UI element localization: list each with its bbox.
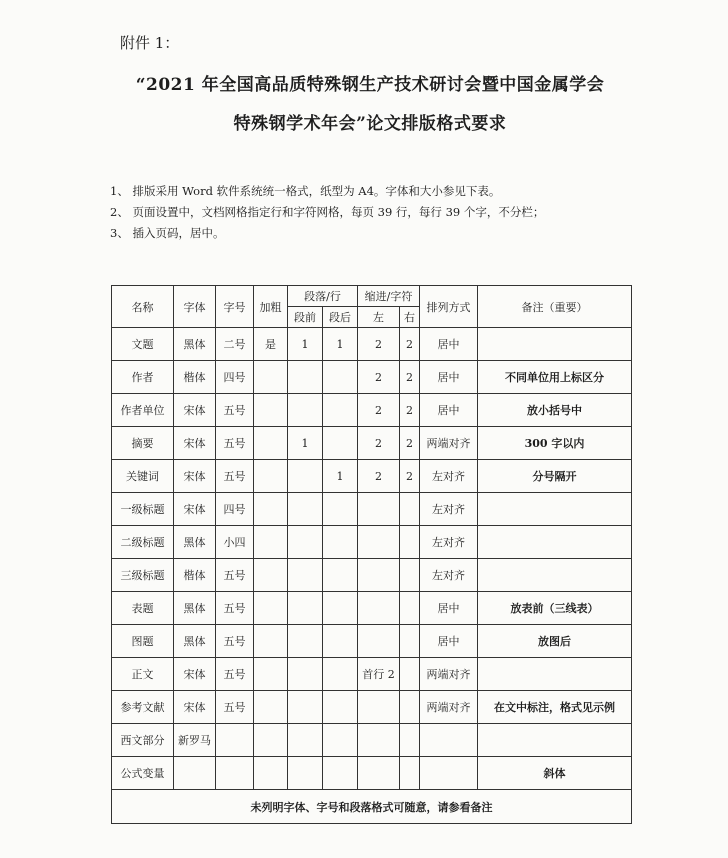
table-cell: 公式变量 bbox=[112, 757, 174, 790]
header-indent: 缩进/字符 bbox=[358, 286, 420, 307]
header-bold: 加粗 bbox=[254, 286, 288, 328]
table-row bbox=[112, 328, 632, 361]
title-line-2: 特殊钢学术年会”论文排版格式要求 bbox=[233, 114, 507, 134]
table-row bbox=[112, 724, 632, 757]
table-cell bbox=[288, 592, 323, 625]
table-cell bbox=[254, 427, 288, 460]
table-cell: 2 bbox=[400, 460, 420, 493]
table-cell: 楷体 bbox=[174, 559, 216, 592]
table-cell: 放小括号中 bbox=[478, 394, 632, 427]
table-cell: 黑体 bbox=[174, 526, 216, 559]
table-cell bbox=[323, 361, 358, 394]
table-cell: 参考文献 bbox=[112, 691, 174, 724]
table-cell: 文题 bbox=[112, 328, 174, 361]
table-cell: 摘要 bbox=[112, 427, 174, 460]
table-cell bbox=[478, 493, 632, 526]
table-cell: 1 bbox=[288, 328, 323, 361]
table-cell bbox=[254, 361, 288, 394]
table-cell bbox=[254, 625, 288, 658]
table-cell: 表题 bbox=[112, 592, 174, 625]
table-cell: 斜体 bbox=[478, 757, 632, 790]
table-cell: 五号 bbox=[216, 625, 254, 658]
table-cell: 一级标题 bbox=[112, 493, 174, 526]
table-cell: 宋体 bbox=[174, 460, 216, 493]
table-cell bbox=[400, 559, 420, 592]
table-cell: 五号 bbox=[216, 559, 254, 592]
header-name: 名称 bbox=[112, 286, 174, 328]
table-cell bbox=[288, 625, 323, 658]
table-row bbox=[112, 757, 632, 790]
table-cell: 2 bbox=[400, 394, 420, 427]
table-cell: 二级标题 bbox=[112, 526, 174, 559]
table-cell bbox=[254, 592, 288, 625]
table-cell bbox=[323, 559, 358, 592]
table-cell: 左对齐 bbox=[420, 559, 478, 592]
table-cell bbox=[216, 724, 254, 757]
table-cell: 2 bbox=[400, 427, 420, 460]
table-row bbox=[112, 658, 632, 691]
table-cell: 居中 bbox=[420, 361, 478, 394]
table-cell: 1 bbox=[323, 460, 358, 493]
table-cell bbox=[288, 658, 323, 691]
table-cell: 居中 bbox=[420, 625, 478, 658]
table-row bbox=[112, 691, 632, 724]
table-cell bbox=[323, 493, 358, 526]
table-row bbox=[112, 592, 632, 625]
table-cell bbox=[254, 526, 288, 559]
table-cell: 放图后 bbox=[478, 625, 632, 658]
table-cell bbox=[288, 691, 323, 724]
table-cell bbox=[216, 757, 254, 790]
instruction-list bbox=[110, 181, 544, 244]
format-table bbox=[111, 285, 632, 824]
table-cell bbox=[358, 559, 400, 592]
table-cell: 放表前（三线表） bbox=[478, 592, 632, 625]
table-cell: 黑体 bbox=[174, 592, 216, 625]
table-cell bbox=[254, 493, 288, 526]
table-cell: 二号 bbox=[216, 328, 254, 361]
table-cell bbox=[288, 493, 323, 526]
table-row bbox=[112, 361, 632, 394]
table-cell: 居中 bbox=[420, 592, 478, 625]
table-footer-note: 未列明字体、字号和段落格式可随意，请参看备注 bbox=[112, 790, 632, 824]
table-cell: 2 bbox=[358, 361, 400, 394]
header-before: 段前 bbox=[288, 307, 323, 328]
table-cell: 正文 bbox=[112, 658, 174, 691]
table-cell bbox=[323, 625, 358, 658]
table-cell bbox=[400, 592, 420, 625]
table-cell: 2 bbox=[400, 361, 420, 394]
table-cell bbox=[420, 757, 478, 790]
table-cell: 五号 bbox=[216, 691, 254, 724]
table-cell bbox=[288, 361, 323, 394]
table-cell: 两端对齐 bbox=[420, 427, 478, 460]
header-after: 段后 bbox=[323, 307, 358, 328]
table-cell bbox=[288, 394, 323, 427]
table-cell bbox=[254, 658, 288, 691]
table-cell bbox=[323, 757, 358, 790]
table-cell bbox=[254, 460, 288, 493]
table-cell bbox=[478, 658, 632, 691]
table-cell: 2 bbox=[358, 460, 400, 493]
table-cell bbox=[478, 328, 632, 361]
table-cell: 宋体 bbox=[174, 394, 216, 427]
table-cell: 2 bbox=[400, 328, 420, 361]
header-size: 字号 bbox=[216, 286, 254, 328]
table-cell: 2 bbox=[358, 328, 400, 361]
table-row bbox=[112, 394, 632, 427]
table-cell: 黑体 bbox=[174, 328, 216, 361]
table-cell bbox=[323, 592, 358, 625]
table-cell bbox=[288, 757, 323, 790]
table-cell: 宋体 bbox=[174, 493, 216, 526]
table-cell: 五号 bbox=[216, 394, 254, 427]
table-cell: 左对齐 bbox=[420, 460, 478, 493]
table-cell bbox=[478, 724, 632, 757]
table-row bbox=[112, 493, 632, 526]
table-cell bbox=[288, 460, 323, 493]
header-left: 左 bbox=[358, 307, 400, 328]
table-cell: 不同单位用上标区分 bbox=[478, 361, 632, 394]
table-cell bbox=[400, 757, 420, 790]
table-cell bbox=[358, 724, 400, 757]
table-cell bbox=[400, 493, 420, 526]
table-cell: 关键词 bbox=[112, 460, 174, 493]
table-cell bbox=[400, 526, 420, 559]
table-cell: 宋体 bbox=[174, 427, 216, 460]
table-cell: 黑体 bbox=[174, 625, 216, 658]
table-cell bbox=[400, 658, 420, 691]
instruction-item: 3、 插入页码，居中。 bbox=[110, 226, 225, 240]
title-line-1: “2021 年全国高品质特殊钢生产技术研讨会暨中国金属学会 bbox=[135, 75, 605, 95]
table-cell bbox=[400, 724, 420, 757]
table-cell bbox=[288, 559, 323, 592]
table-cell bbox=[400, 691, 420, 724]
table-cell: 左对齐 bbox=[420, 526, 478, 559]
header-right: 右 bbox=[400, 307, 420, 328]
table-cell bbox=[323, 658, 358, 691]
table-cell bbox=[358, 592, 400, 625]
table-cell bbox=[358, 691, 400, 724]
table-cell: 两端对齐 bbox=[420, 691, 478, 724]
table-cell bbox=[288, 526, 323, 559]
table-cell bbox=[358, 757, 400, 790]
table-cell bbox=[358, 526, 400, 559]
table-cell bbox=[478, 526, 632, 559]
table-cell: 宋体 bbox=[174, 658, 216, 691]
table-cell bbox=[400, 625, 420, 658]
table-cell: 图题 bbox=[112, 625, 174, 658]
table-cell bbox=[254, 691, 288, 724]
table-cell bbox=[323, 724, 358, 757]
table-cell bbox=[254, 394, 288, 427]
table-row bbox=[112, 526, 632, 559]
table-cell: 在文中标注，格式见示例 bbox=[478, 691, 632, 724]
table-cell bbox=[420, 724, 478, 757]
table-cell: 西文部分 bbox=[112, 724, 174, 757]
table-cell: 四号 bbox=[216, 493, 254, 526]
table-cell: 2 bbox=[358, 427, 400, 460]
instruction-item: 2、 页面设置中，文档网格指定行和字符网格，每页 39 行，每行 39 个字，不分栏； bbox=[110, 205, 545, 219]
table-cell: 三级标题 bbox=[112, 559, 174, 592]
table-cell: 小四 bbox=[216, 526, 254, 559]
table-cell: 五号 bbox=[216, 427, 254, 460]
table-cell: 两端对齐 bbox=[420, 658, 478, 691]
table-cell: 作者单位 bbox=[112, 394, 174, 427]
header-para-spacing: 段落/行 bbox=[288, 286, 358, 307]
table-cell bbox=[358, 625, 400, 658]
table-cell bbox=[174, 757, 216, 790]
table-cell bbox=[323, 394, 358, 427]
table-cell bbox=[323, 427, 358, 460]
table-cell: 1 bbox=[323, 328, 358, 361]
table-cell: 四号 bbox=[216, 361, 254, 394]
instruction-item: 1、 排版采用 Word 软件系统统一格式，纸型为 A4。字体和大小参见下表。 bbox=[110, 184, 501, 198]
header-align: 排列方式 bbox=[420, 286, 478, 328]
table-row bbox=[112, 625, 632, 658]
table-cell: 300 字以内 bbox=[478, 427, 632, 460]
table-cell: 新罗马 bbox=[174, 724, 216, 757]
table-cell bbox=[254, 757, 288, 790]
table-cell: 作者 bbox=[112, 361, 174, 394]
table-cell: 是 bbox=[254, 328, 288, 361]
table-cell: 居中 bbox=[420, 394, 478, 427]
table-cell bbox=[323, 691, 358, 724]
table-row bbox=[112, 460, 632, 493]
table-cell: 1 bbox=[288, 427, 323, 460]
table-cell: 五号 bbox=[216, 460, 254, 493]
table-cell: 楷体 bbox=[174, 361, 216, 394]
table-cell bbox=[323, 526, 358, 559]
table-cell bbox=[254, 724, 288, 757]
table-cell: 首行 2 bbox=[358, 658, 400, 691]
table-cell bbox=[478, 559, 632, 592]
table-cell bbox=[288, 724, 323, 757]
table-cell: 2 bbox=[358, 394, 400, 427]
table-cell: 左对齐 bbox=[420, 493, 478, 526]
attachment-label: 附件 1： bbox=[120, 34, 180, 52]
header-notes: 备注（重要） bbox=[478, 286, 632, 328]
header-font: 字体 bbox=[174, 286, 216, 328]
table-row bbox=[112, 427, 632, 460]
table-cell: 分号隔开 bbox=[478, 460, 632, 493]
table-cell bbox=[254, 559, 288, 592]
table-row bbox=[112, 559, 632, 592]
table-cell: 五号 bbox=[216, 592, 254, 625]
table-cell: 居中 bbox=[420, 328, 478, 361]
table-cell: 五号 bbox=[216, 658, 254, 691]
table-cell bbox=[358, 493, 400, 526]
table-cell: 宋体 bbox=[174, 691, 216, 724]
